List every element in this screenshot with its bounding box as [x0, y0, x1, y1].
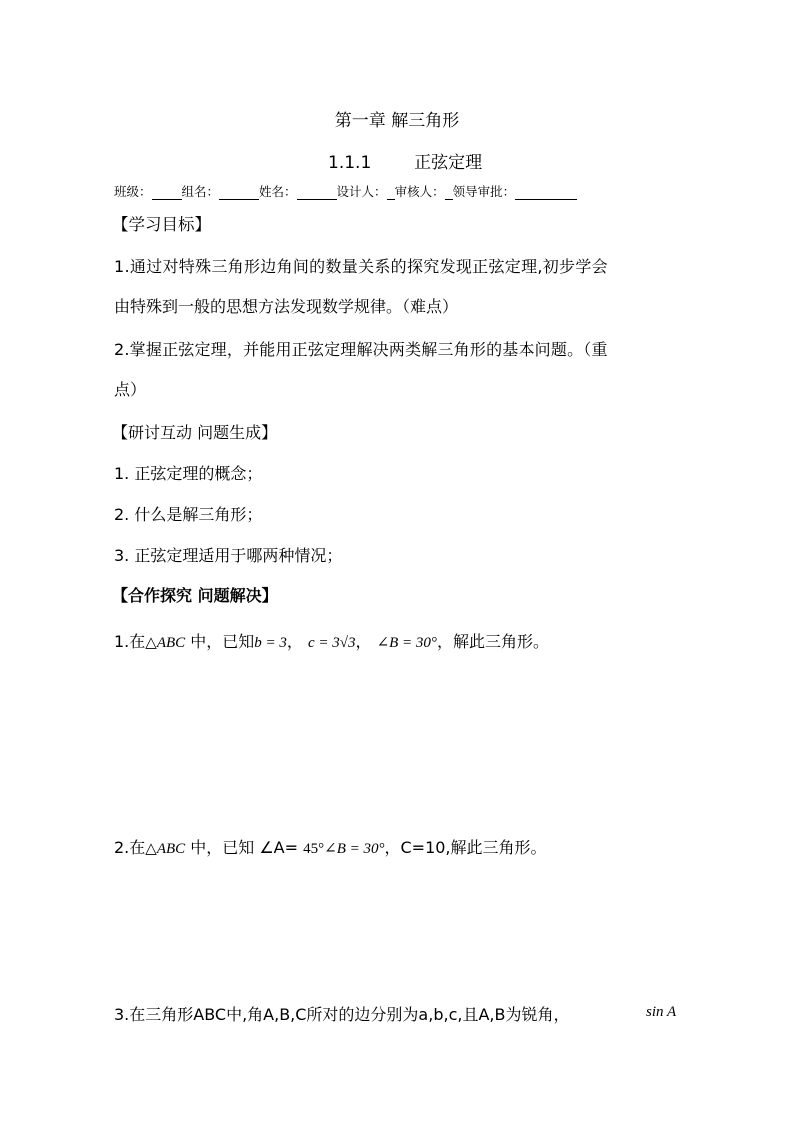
question-2-cond-b: ∠B = 30° [324, 841, 385, 857]
field-designer-blank [387, 185, 395, 200]
question-2 [114, 835, 547, 858]
section-number: 1.1.1 [328, 153, 372, 173]
discussion-item-2: 2. 什么是解三角形； [114, 505, 263, 524]
question-1: 1.在△ABC 中，已知b = 3， c = 3√3， ∠B = 30°，解此三角形。 [114, 632, 549, 651]
discussion-item-1: 1. 正弦定理的概念； [114, 464, 263, 483]
field-class-label: 班级： [114, 184, 152, 199]
field-designer-label: 设计人： [336, 184, 387, 199]
question-1-suffix: ，解此三角形。 [436, 632, 549, 651]
goal-2-line-1: 2.掌握正弦定理，并能用正弦定理解决两类解三角形的基本问题。（重 [114, 340, 608, 359]
field-group-blank [219, 185, 259, 200]
cooperation-heading: 【合作探究 问题解决】 [112, 586, 278, 605]
question-1-cond-c: c = 3√3 [307, 635, 356, 651]
question-3-math: sin A [646, 1004, 677, 1020]
question-1-cond-b: b = 3 [254, 635, 287, 651]
goal-2-line-2: 点） [114, 380, 147, 399]
question-1-triangle: △ABC [145, 635, 186, 651]
question-2-suffix: ，C=10,解此三角形。 [384, 838, 547, 857]
field-group-label: 组名： [181, 184, 220, 199]
discussion-item-3: 3. 正弦定理适用于哪两种情况； [114, 546, 343, 565]
goal-1-line-2: 由特殊到一般的思想方法发现数学规律。（难点） [114, 297, 459, 316]
question-1-mid: 中，已知 [185, 632, 255, 651]
question-1-cond-angle: ∠B = 30° [376, 635, 437, 651]
question-2-triangle: △ABC [145, 841, 186, 857]
section-title: 正弦定理 [414, 153, 483, 173]
question-2-prefix: 2.在 [114, 838, 146, 857]
goals-heading: 【学习目标】 [112, 215, 211, 234]
field-reviewer-blank [445, 185, 453, 200]
question-2-mid: 中，已知 ∠A= [185, 838, 304, 857]
field-class-blank [152, 185, 182, 200]
chapter-title: 第一章 解三角形 [334, 111, 460, 131]
field-approval-blank [515, 185, 577, 200]
field-approval-label: 领导审批： [452, 184, 516, 199]
question-1-prefix: 1.在 [114, 632, 146, 651]
goal-1-line-1: 1.通过对特殊三角形边角间的数量关系的探究发现正弦定理,初步学会 [114, 257, 608, 276]
question-3 [114, 1002, 569, 1025]
field-name-blank [297, 185, 337, 200]
question-3-text: 3.在三角形ABC中,角A,B,C所对的边分别为a,b,c,且A,B为锐角， [114, 1005, 570, 1024]
info-fields-row [114, 182, 577, 200]
field-name-label: 姓名： [259, 184, 297, 199]
discussion-heading: 【研讨互动 问题生成】 [112, 423, 278, 442]
field-reviewer-label: 审核人： [394, 184, 445, 199]
question-2-cond-a: 45° [303, 841, 325, 857]
section-heading [328, 148, 482, 173]
